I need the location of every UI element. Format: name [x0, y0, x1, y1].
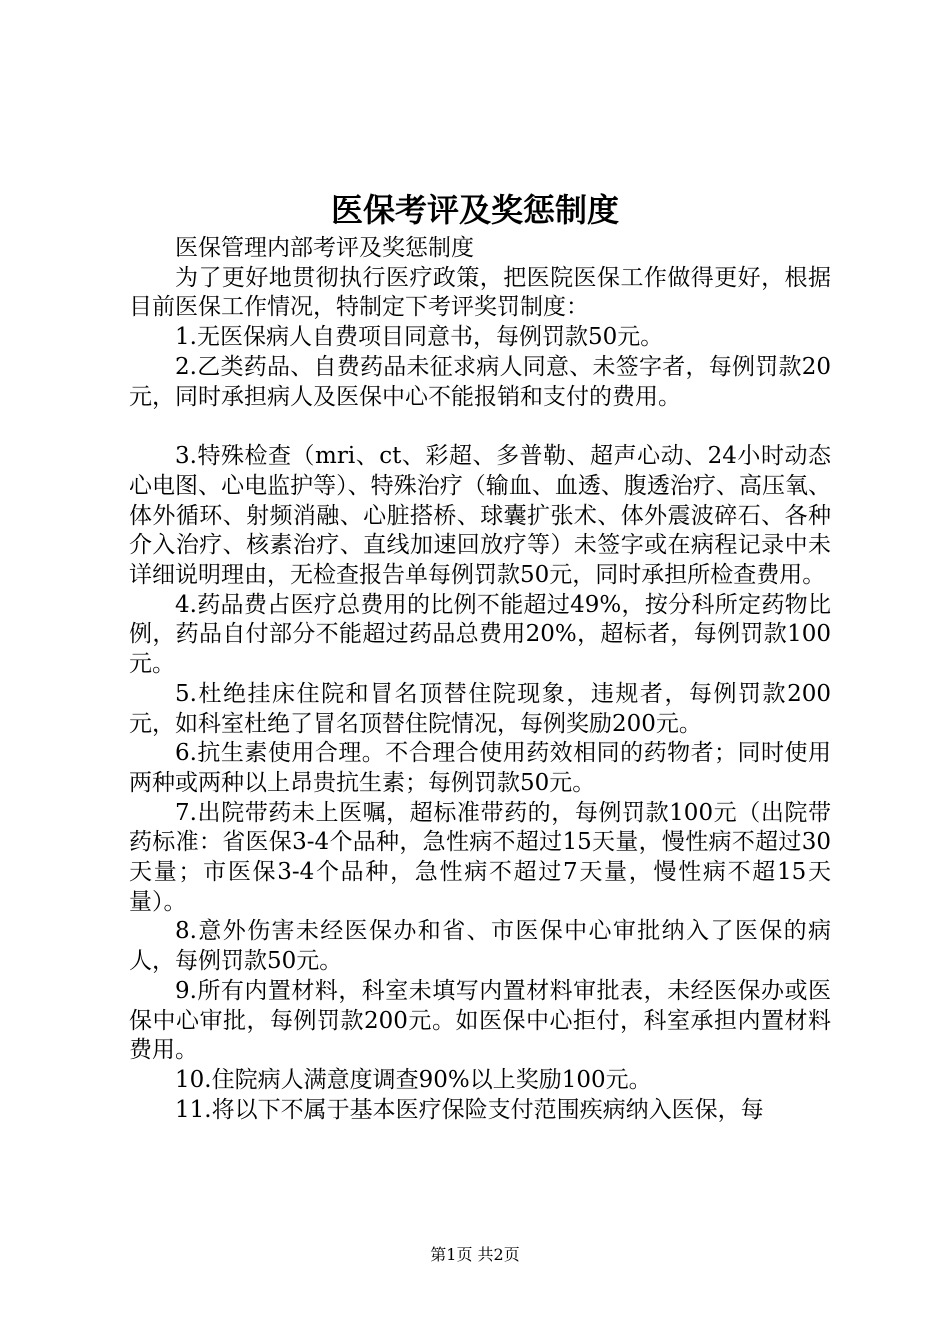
rule-item-1: 1.无医保病人自费项目同意书，每例罚款50元。 [175, 324, 664, 351]
rule-item-5: 5.杜绝挂床住院和冒名顶替住院现象，违规者，每例罚款200元，如科室杜绝了冒名顶替住院情况，每例奖励200元。 [129, 680, 831, 737]
document-body [129, 234, 831, 1125]
rule-item-2: 2.乙类药品、自费药品未征求病人同意、未签字者，每例罚款20元，同时承担病人及医保中心不能报销和支付的费用。 [129, 353, 831, 410]
page-footer: 第1页 共2页 [430, 1245, 520, 1264]
document-title: 医保考评及奖惩制度 [330, 191, 619, 229]
rule-item-11: 11.将以下不属于基本医疗保险支付范围疾病纳入医保，每 [175, 1096, 764, 1123]
intro-paragraph: 为了更好地贯彻执行医疗政策，把医院医保工作做得更好，根据目前医保工作情况，特制定下考评奖罚制度： [129, 264, 831, 321]
rule-item-4: 4.药品费占医疗总费用的比例不能超过49%，按分科所定药物比例，药品自付部分不能超过药品总费用20%，超标者，每例罚款100元。 [129, 591, 831, 678]
rule-item-8: 8.意外伤害未经医保办和省、市医保中心审批纳入了医保的病人，每例罚款50元。 [129, 918, 831, 975]
rule-item-9: 9.所有内置材料，科室未填写内置材料审批表，未经医保办或医保中心审批，每例罚款200元。如医保中心拒付，科室承担内置材料费用。 [129, 977, 831, 1064]
rule-item-3: 3.特殊检查（mri、ct、彩超、多普勒、超声心动、24小时动态心电图、心电监护等）、特殊治疗（输血、血透、腹透治疗、高压氧、体外循环、射频消融、心脏搭桥、球囊扩张术、体外震波碎石、各种介入治疗、核素治疗、直线加速回放疗等）未签字或在病程记录中未详细说明理由，无检查报告单每例罚款50元，同时承担所检查费用。 [129, 443, 831, 589]
rule-item-10: 10.住院病人满意度调查90%以上奖励100元。 [175, 1066, 652, 1093]
rule-item-7: 7.出院带药未上医嘱，超标准带药的，每例罚款100元（出院带药标准：省医保3-4个品种，急性病不超过15天量，慢性病不超过30天量；市医保3-4个品种，急性病不超过7天量，慢性病不超15天量）。 [129, 799, 831, 915]
document-subtitle: 医保管理内部考评及奖惩制度 [175, 235, 474, 261]
rule-item-6: 6.抗生素使用合理。不合理合使用药效相同的药物者；同时使用两种或两种以上昂贵抗生素；每例罚款50元。 [129, 740, 831, 796]
